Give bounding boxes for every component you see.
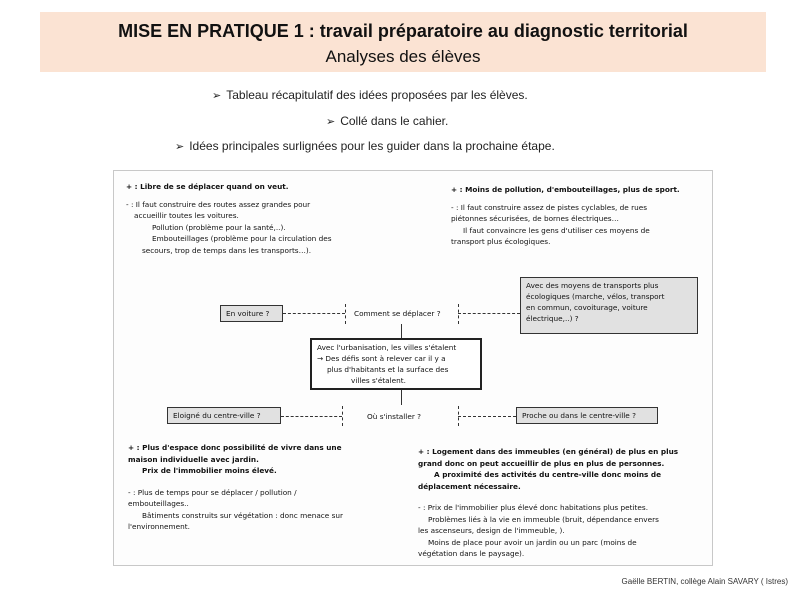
scanned-diagram (113, 170, 713, 566)
connector-line (458, 304, 459, 324)
bottom-right-notes (418, 446, 678, 560)
box-text: en commun, covoiturage, voiture (526, 303, 648, 312)
footer-credit: Gaëlle BERTIN, collège Alain SAVARY ( Istres) (621, 577, 788, 586)
minus-text: Moins de place pour avoir un jardin ou un parc (moins de (428, 537, 637, 547)
minus-text: Problèmes liés à la vie en immeuble (bruit, dépendance envers (428, 514, 659, 524)
minus-text: secours, trop de temps dans les transports…). (142, 245, 312, 255)
minus-text: les ascenseurs, design de l'immeuble, ). (418, 526, 565, 535)
box-text: Proche ou dans le centre-ville ? (522, 411, 636, 420)
box-text: Comment se déplacer ? (354, 309, 441, 318)
plus-text: A proximité des activités du centre-ville donc moins de (434, 470, 662, 479)
box-text: Avec des moyens de transports plus (526, 281, 659, 290)
box-text: écologiques (marche, vélos, transport (526, 292, 665, 301)
connector-line (281, 416, 342, 417)
minus-text: Bâtiments construits sur végétation : donc menace sur (142, 510, 344, 520)
page-subtitle: Analyses des élèves (325, 47, 481, 66)
arrow-bullet-icon: ➢ (175, 141, 185, 153)
minus-text: Pollution (problème pour la santé,..). (152, 222, 286, 232)
ecological-transport-box (520, 277, 698, 334)
minus-text: - : Il faut construire assez de pistes cyclables, de rues (451, 202, 648, 212)
plus-text: + : Plus d'espace donc possibilité de vivre dans une (128, 443, 342, 452)
bullet-text: Collé dans le cahier. (340, 114, 449, 128)
box-text: Où s'installer ? (367, 412, 422, 421)
connector-line (458, 313, 520, 314)
minus-text: l'environnement. (128, 522, 190, 531)
title-banner (40, 12, 766, 72)
how-to-move-label (354, 308, 441, 320)
connector-line (401, 324, 402, 338)
minus-text: embouteillages.. (128, 499, 189, 508)
bottom-left-notes (128, 442, 343, 533)
box-text: → Des défis sont à relever car il y a (317, 354, 446, 363)
minus-text: piétonnes sécurisées, de bornes électriques… (451, 214, 619, 223)
plus-text: + : Moins de pollution, d'embouteillages, plus de sport. (451, 185, 680, 194)
bullet-text: Idées principales surlignées pour les guider dans la prochaine étape. (189, 139, 555, 153)
plus-text: + : Libre de se déplacer quand on veut. (126, 182, 289, 191)
near-center-box (516, 407, 658, 424)
connector-line (458, 416, 516, 417)
plus-text: Prix de l'immobilier moins élevé. (142, 466, 277, 475)
minus-text: - : Plus de temps pour se déplacer / pollution / (128, 487, 297, 497)
box-text: villes s'étalent. (351, 376, 406, 385)
connector-line (283, 313, 345, 314)
connector-line (342, 406, 343, 426)
top-right-notes (451, 184, 680, 248)
minus-text: végétation dans le paysage). (418, 549, 525, 558)
minus-text: - : Prix de l'immobilier plus élevé donc habitations plus petites. (418, 503, 649, 512)
by-car-box (220, 305, 283, 322)
bullet-text: Tableau récapitulatif des idées proposées par les élèves. (226, 88, 528, 102)
top-left-notes (126, 181, 332, 256)
box-text: Eloigné du centre-ville ? (173, 411, 261, 420)
urbanisation-box (310, 338, 482, 390)
plus-text: maison individuelle avec jardin. (128, 454, 259, 464)
box-text: Avec l'urbanisation, les villes s'étalent (317, 343, 457, 352)
box-text: plus d'habitants et la surface des (327, 365, 449, 374)
box-text: électrique,..) ? (526, 314, 579, 323)
arrow-bullet-icon: ➢ (326, 116, 336, 128)
bullet-item (326, 114, 448, 128)
box-text: En voiture ? (226, 309, 270, 318)
connector-line (401, 390, 402, 405)
plus-text: déplacement nécessaire. (418, 481, 521, 491)
minus-text: Il faut convaincre les gens d'utiliser ces moyens de (463, 225, 650, 235)
minus-text: - : Il faut construire des routes assez grandes pour (126, 199, 311, 209)
minus-text: accueillir toutes les voitures. (134, 211, 239, 220)
arrow-bullet-icon: ➢ (212, 90, 222, 102)
bullet-item (175, 139, 555, 153)
minus-text: Embouteillages (problème pour la circulation des (152, 234, 332, 243)
plus-text: grand donc on peut accueillir de plus en plus de personnes. (418, 458, 665, 468)
far-from-center-box (167, 407, 281, 424)
connector-line (345, 304, 346, 324)
page-title: MISE EN PRATIQUE 1 : travail préparatoire au diagnostic territorial (118, 21, 688, 41)
bullet-item (212, 88, 528, 102)
where-to-live-label (367, 411, 421, 423)
minus-text: transport plus écologiques. (451, 237, 551, 246)
plus-text: + : Logement dans des immeubles (en général) de plus en plus (418, 447, 679, 456)
